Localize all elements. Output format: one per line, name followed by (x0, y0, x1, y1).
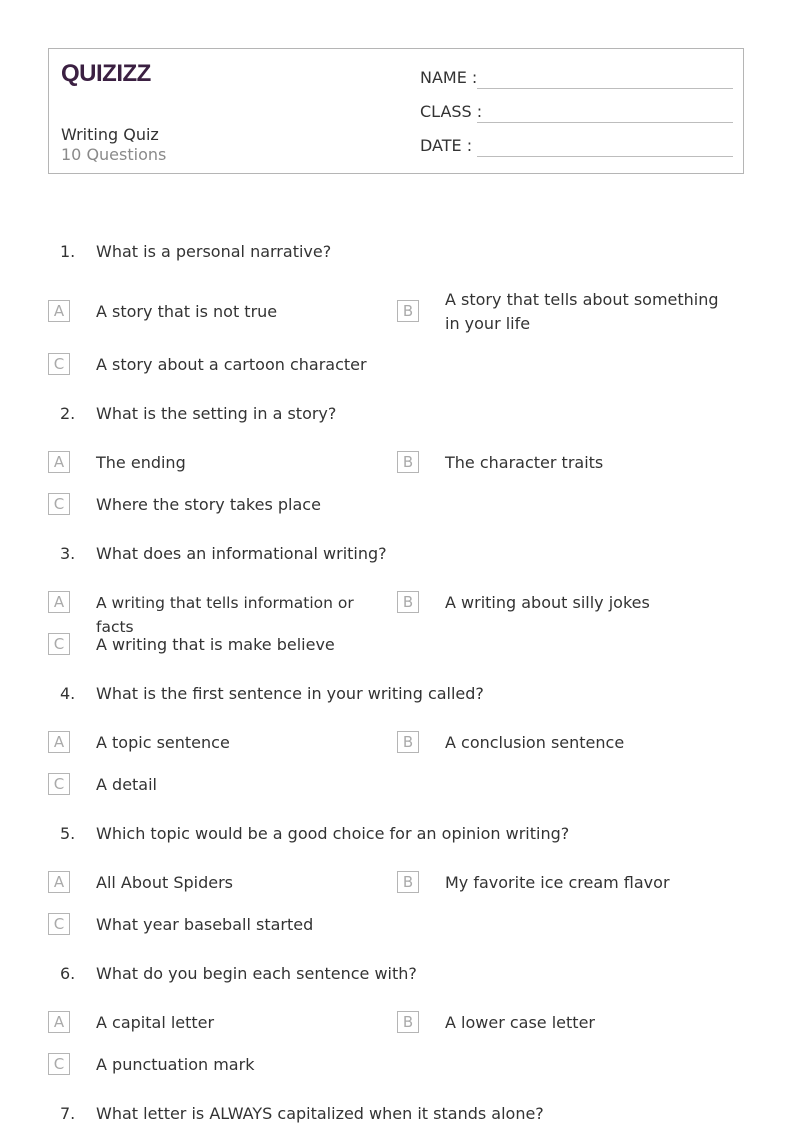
question-text: What is a personal narrative? (96, 242, 332, 261)
option-a-box[interactable]: A (48, 1011, 70, 1033)
class-field[interactable] (477, 122, 733, 123)
option-a-text: A writing that tells information or facts (96, 594, 354, 636)
option-c-text: What year baseball started (96, 915, 314, 934)
option-a-box[interactable]: A (48, 591, 70, 613)
question-text: What does an informational writing? (96, 544, 387, 563)
option-c-box[interactable]: C (48, 633, 70, 655)
option-c-box[interactable]: C (48, 1053, 70, 1075)
question-text: What is the setting in a story? (96, 404, 337, 423)
option-b-text: My favorite ice cream flavor (445, 873, 670, 892)
question-number: 4. (60, 684, 76, 703)
question-number: 1. (60, 242, 76, 261)
quizizz-logo-text: QUIZIZZ (61, 60, 151, 87)
name-label: NAME : (420, 68, 478, 87)
option-b-text: A story that tells about something in your life (445, 290, 719, 333)
option-a-text: All About Spiders (96, 873, 233, 892)
question-text: Which topic would be a good choice for an opinion writing? (96, 824, 570, 843)
option-a-box[interactable]: A (48, 300, 70, 322)
option-c-box[interactable]: C (48, 353, 70, 375)
option-a-box[interactable]: A (48, 871, 70, 893)
option-a-box[interactable]: A (48, 731, 70, 753)
option-b-box[interactable]: B (397, 1011, 419, 1033)
date-label: DATE : (420, 136, 473, 155)
option-b-text: A conclusion sentence (445, 733, 625, 752)
option-c-text: A writing that is make believe (96, 635, 335, 654)
question-number: 6. (60, 964, 76, 983)
option-b-box[interactable]: B (397, 300, 419, 322)
question-number: 2. (60, 404, 76, 423)
option-c-box[interactable]: C (48, 913, 70, 935)
question-text: What do you begin each sentence with? (96, 964, 417, 983)
option-c-box[interactable]: C (48, 493, 70, 515)
question-number: 5. (60, 824, 76, 843)
date-field[interactable] (477, 156, 733, 157)
option-b-box[interactable]: B (397, 591, 419, 613)
question-number: 3. (60, 544, 76, 563)
option-c-box[interactable]: C (48, 773, 70, 795)
question-text: What letter is ALWAYS capitalized when it stands alone? (96, 1104, 544, 1123)
question-text: What is the first sentence in your writing called? (96, 684, 484, 703)
option-c-text: A punctuation mark (96, 1055, 255, 1074)
quizizz-logo (61, 57, 151, 87)
option-a-text: A capital letter (96, 1013, 215, 1032)
option-c-text: A detail (96, 775, 157, 794)
quiz-title: Writing Quiz (61, 125, 159, 144)
name-field[interactable] (477, 88, 733, 89)
class-label: CLASS : (420, 102, 483, 121)
option-c-text: Where the story takes place (96, 495, 321, 514)
option-b-text: A writing about silly jokes (445, 593, 650, 612)
option-b-box[interactable]: B (397, 871, 419, 893)
option-c-text: A story about a cartoon character (96, 355, 367, 374)
option-a-text: A story that is not true (96, 302, 278, 321)
option-b-text: The character traits (445, 453, 604, 472)
question-count: 10 Questions (61, 145, 167, 164)
option-b-box[interactable]: B (397, 731, 419, 753)
option-a-box[interactable]: A (48, 451, 70, 473)
option-a-text: A topic sentence (96, 733, 230, 752)
option-a-text: The ending (96, 453, 186, 472)
question-number: 7. (60, 1104, 76, 1123)
option-b-box[interactable]: B (397, 451, 419, 473)
option-b-text: A lower case letter (445, 1013, 595, 1032)
